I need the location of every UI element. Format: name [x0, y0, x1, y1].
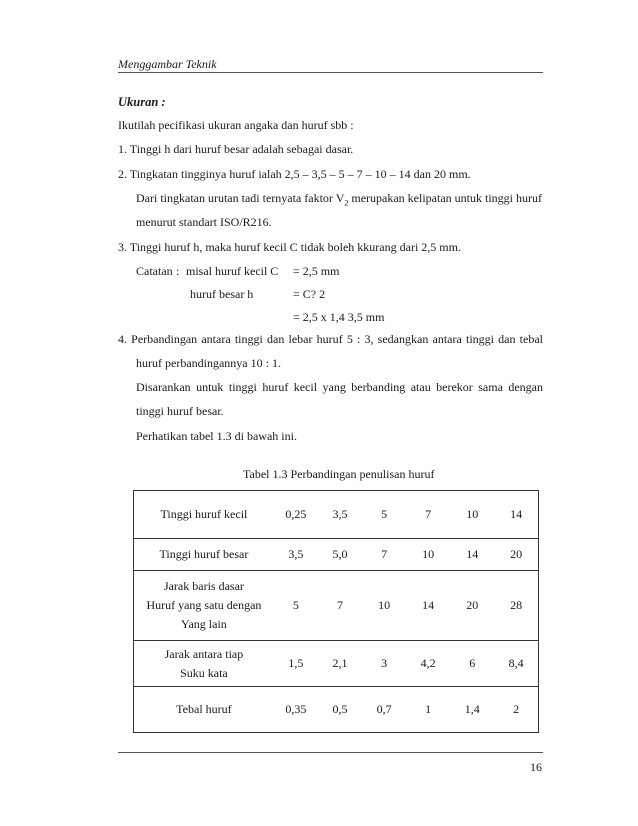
note-colon: :: [176, 264, 180, 278]
row-label-line: Tinggi huruf kecil: [160, 507, 248, 521]
table-cell: 10: [378, 598, 391, 612]
list-item-3: 3. Tinggi huruf h, maka huruf kecil C tidak boleh kkurang dari 2,5 mm.: [118, 240, 461, 254]
row-label-line: Tinggi huruf besar: [159, 547, 249, 561]
table-row: [134, 491, 539, 539]
table-cell: 4,2: [420, 656, 436, 670]
table-cell: 14: [422, 598, 435, 612]
table-caption: Tabel 1.3 Perbandingan penulisan huruf: [243, 467, 435, 481]
running-header: Menggambar Teknik: [118, 57, 217, 71]
table-cell: 5: [362, 491, 406, 539]
table-cell: 28: [494, 571, 538, 641]
list-item-2-line-2-post: merupakan kelipatan untuk tinggi huruf: [348, 191, 542, 205]
list-item-4-line-4: tinggi huruf besar.: [136, 404, 224, 418]
table-cell: 20: [466, 598, 479, 612]
list-item-4-line-2: huruf perbandingannya 10 : 1.: [136, 356, 281, 370]
row-label-line: Jarak baris dasar: [163, 579, 244, 593]
table-cell: 3,5: [318, 491, 362, 539]
table-cell: 2,1: [332, 656, 348, 670]
list-item-4-line-3: Disarankan untuk tinggi huruf kecil yang berbanding atau berekor sama dengan: [136, 380, 543, 394]
footer-divider: [118, 752, 543, 753]
ratio-table: [133, 490, 539, 733]
row-label: [134, 571, 274, 641]
row-label: [134, 491, 274, 539]
intro-text: Ikutilah pecifikasi ukuran angaka dan huruf sbb :: [118, 118, 354, 132]
table-cell: 0,35: [285, 702, 307, 716]
table-cell: 14: [466, 547, 479, 561]
table-cell: 1,5: [288, 656, 304, 670]
table-cell: 10: [422, 547, 435, 561]
subscript-2: 2: [344, 198, 349, 208]
list-item-4-line-1: 4. Perbandingan antara tinggi dan lebar huruf 5 : 3, sedangkan antara tinggi dan tebal: [118, 332, 543, 346]
row-label-line: Yang lain: [181, 617, 227, 631]
table-cell: 5: [292, 598, 299, 612]
table-cell: 1: [425, 702, 432, 716]
table-cell: 3,5: [288, 547, 304, 561]
list-item-2-line-2: [136, 191, 542, 207]
table-cell: 7: [336, 598, 343, 612]
row-label: [134, 539, 274, 571]
table-cell: 14: [494, 491, 538, 539]
note-line-1-value: = 2,5 mm: [293, 264, 340, 278]
note-line-2-value: = C? 2: [293, 287, 326, 301]
table-row: [134, 687, 539, 733]
row-label-line: Suku kata: [180, 665, 228, 680]
table-cell: 10: [450, 491, 494, 539]
list-item-2-line-3: menurut standart ISO/R216.: [136, 215, 272, 229]
page-number: 16: [530, 760, 542, 774]
row-label-line: Tebal huruf: [176, 702, 232, 716]
table-cell: 0,7: [376, 702, 392, 716]
table-cell: 20: [494, 539, 538, 571]
table-row: [134, 641, 539, 687]
row-label-line: Jarak antara tiap: [164, 646, 244, 661]
list-item-2-line-2-pre: Dari tingkatan urutan tadi ternyata faktor V: [136, 191, 345, 205]
list-item-4-line-5: Perhatikan tabel 1.3 di bawah ini.: [136, 429, 297, 443]
table-cell: 0,25: [274, 491, 318, 539]
header-divider: [118, 72, 543, 73]
table-cell: 1,4: [464, 702, 480, 716]
table-cell: 2: [494, 687, 538, 733]
row-label: [134, 687, 274, 733]
list-item-2: 2. Tingkatan tingginya huruf ialah 2,5 – 3,5 – 5 – 7 – 10 – 14 dan 20 mm.: [118, 167, 471, 181]
row-label-line: Huruf yang satu dengan: [146, 598, 262, 612]
table-cell: 3: [381, 656, 388, 670]
table-row: [134, 571, 539, 641]
table-row: [134, 539, 539, 571]
row-label: [134, 641, 274, 687]
note-line-3-value: = 2,5 x 1,4 3,5 mm: [293, 310, 385, 324]
table-cell: 0,5: [332, 702, 348, 716]
note-label: Catatan: [136, 264, 173, 278]
note-line-1-name: misal huruf kecil C: [186, 264, 279, 278]
table-cell: 8,4: [494, 641, 538, 687]
section-title: Ukuran :: [118, 95, 166, 109]
ratio-table-body: [134, 491, 539, 733]
note-line-2-name: huruf besar h: [190, 287, 254, 301]
list-item-1: 1. Tinggi h dari huruf besar adalah sebagai dasar.: [118, 142, 354, 156]
table-cell: 7: [381, 547, 388, 561]
table-cell: 5,0: [332, 547, 348, 561]
table-cell: 7: [406, 491, 450, 539]
table-cell: 6: [469, 656, 476, 670]
